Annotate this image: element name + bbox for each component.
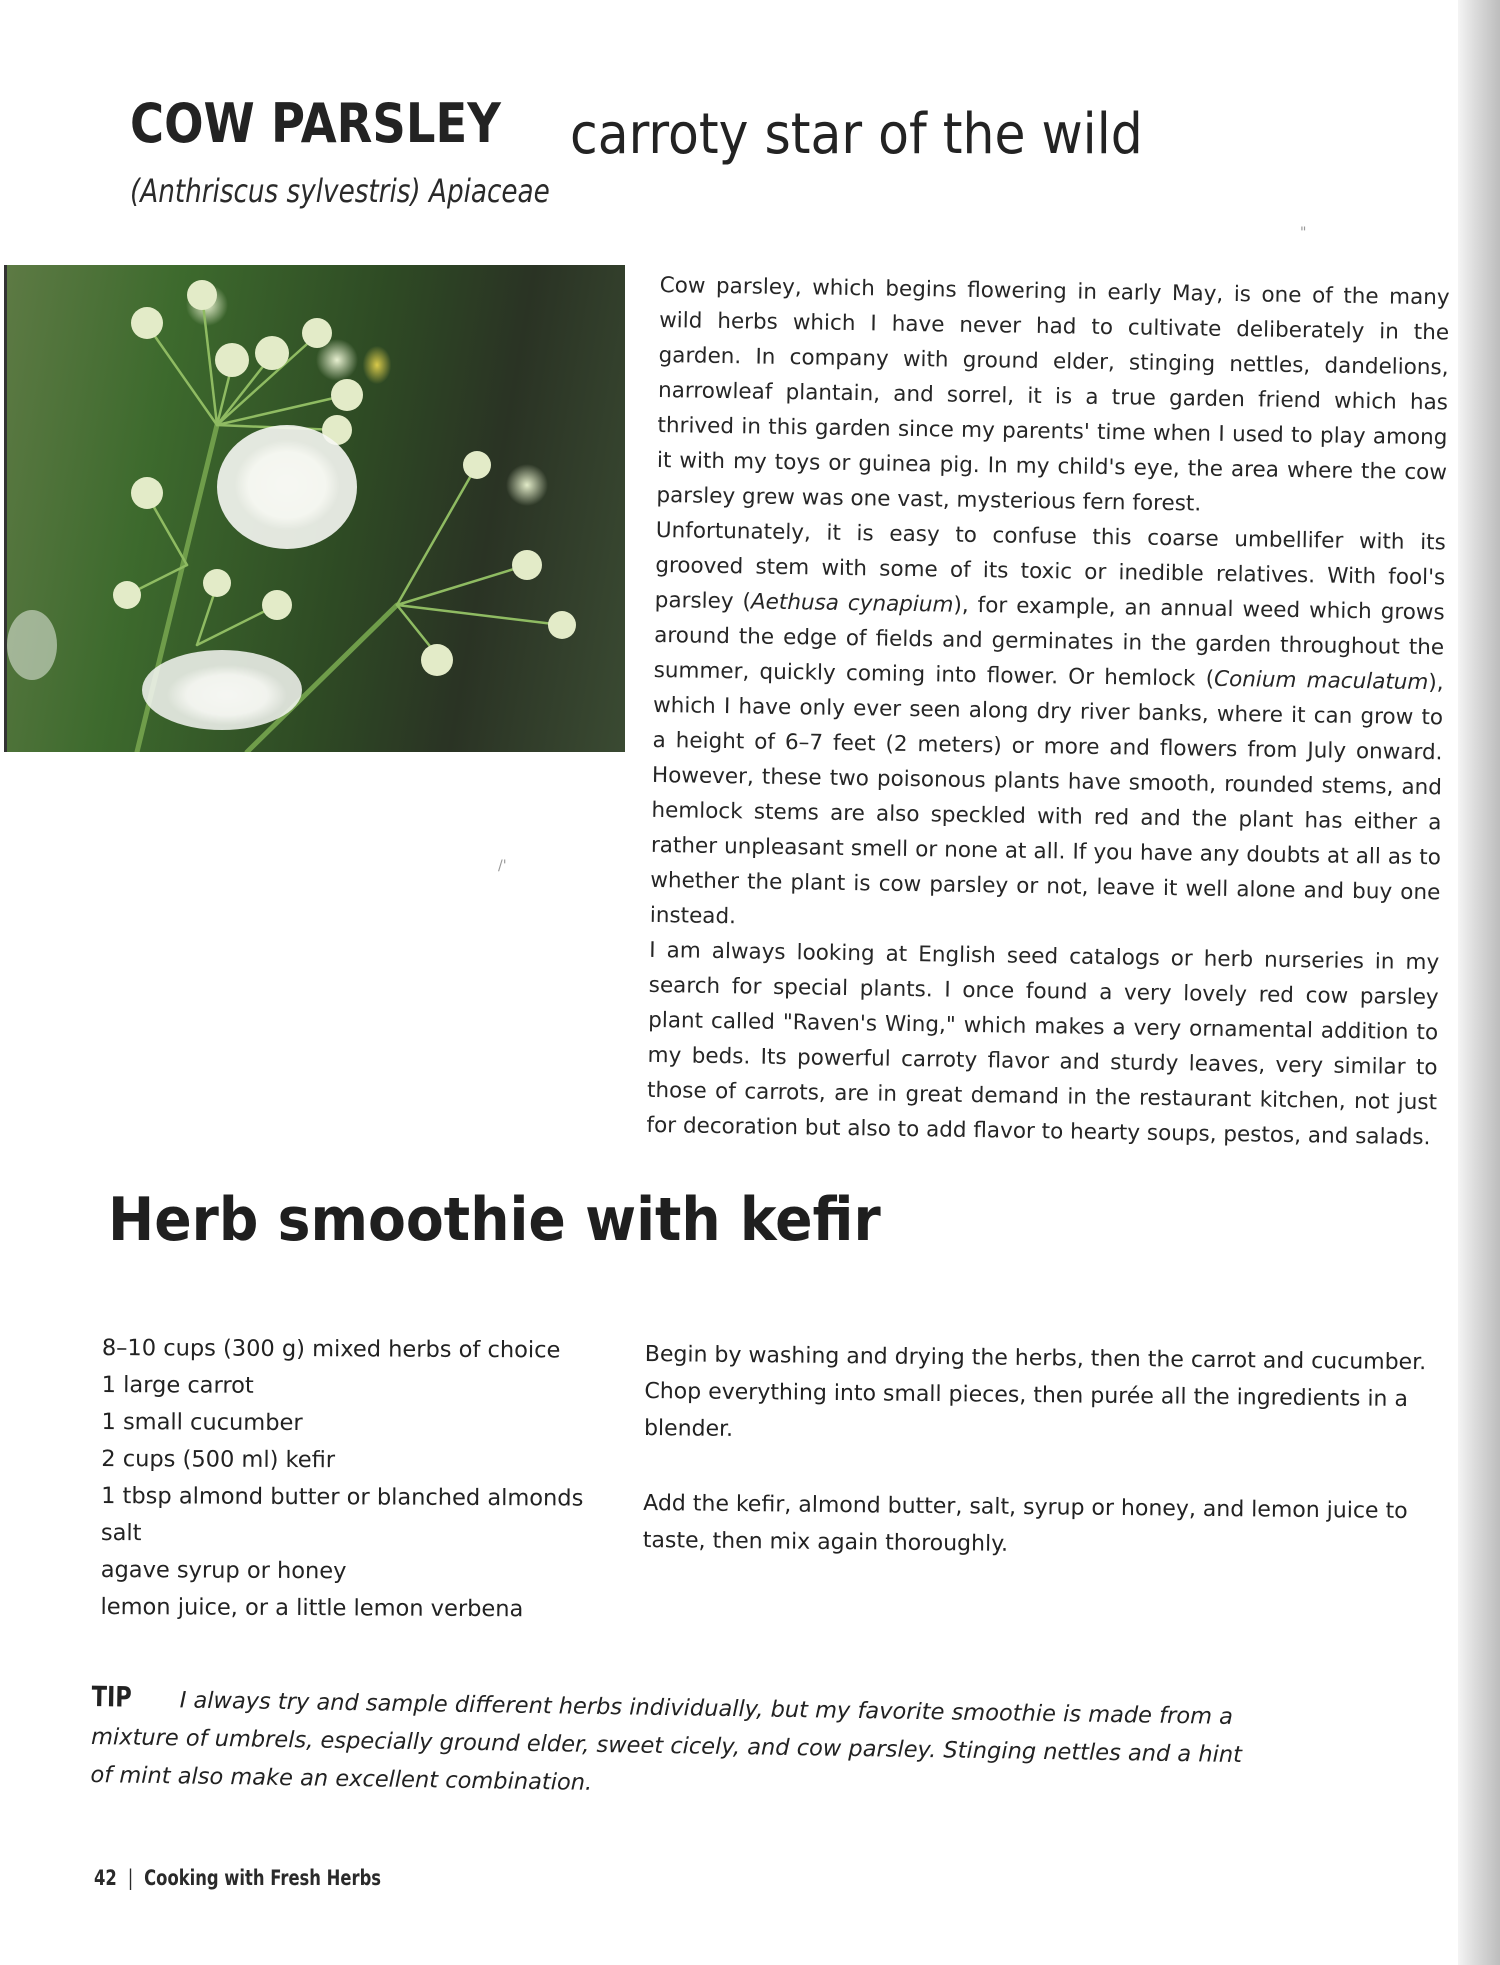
page-heading [130, 92, 1143, 167]
article-paragraph [656, 268, 1450, 525]
article-paragraph [650, 513, 1446, 945]
ingredient-item: 1 small cucumber [101, 1408, 303, 1437]
paragraph-text: Cow parsley, which begins flowering in early May, is one of the many wild herbs which I have never had to cultivate deliberately in the garden. In company with ground elder, stinging nettles, dandelions, narrowleaf plantain, and sorrel, it is a true garden friend which has thrived in this garden since my parents' time when I used to play among it with my toys or guinea pig. In my child's eye, the area where the cow parsley grew was one vast, mysterious fern forest. [656, 272, 1450, 517]
page-edge-shadow [1458, 0, 1500, 1965]
page-footer [94, 1866, 381, 1890]
paragraph-text: ), which I have only ever seen along dry river banks, where it can grow to a height of 6–7 feet (2 meters) or more and flowers from July onward. However, these two poisonous plants have smooth, rounded stems, and hemlock stems are also speckled with red and the plant has either a rather unpleasant smell or none at all. If you have any doubts at all as to whether the plant is cow parsley or not, leave it well alone and buy one instead. [649, 670, 1444, 930]
recipe-title: Herb smoothie with kefir [108, 1185, 881, 1255]
latin-term: Aethusa cynapium [750, 589, 954, 618]
flower-illustration-icon [7, 265, 625, 752]
paragraph-text: ), for example, an annual weed which grows around the edge of fields and germinates in the garden throughout the summer, quickly coming into flower. Or hemlock ( [653, 592, 1445, 692]
method-step: Add the kefir, almond butter, salt, syrup or honey, and lemon juice to taste, then mix again thoroughly. [642, 1490, 1408, 1557]
paragraph-text: I am always looking at English seed catalogs or herb nurseries in my search for special plants. I once found a very lovely red cow parsley plant called "Raven's Wing," which makes a very ornamental addition to my beds. Its powerful carroty flavor and sturdy leaves, very similar to those of carrots, are in great demand in the restaurant kitchen, not just for decoration but also to add flavor to hearty soups, pestos, and salads. [646, 937, 1440, 1151]
footer-separator: | [127, 1866, 134, 1890]
article-body [646, 268, 1450, 1155]
article-paragraph [646, 933, 1439, 1155]
ingredient-item: 8–10 cups (300 g) mixed herbs of choice [101, 1334, 561, 1364]
ingredient-item: lemon juice, or a little lemon verbena [100, 1593, 524, 1623]
cow-parsley-photo [4, 265, 625, 752]
ingredient-list [100, 1330, 622, 1629]
book-title: Cooking with Fresh Herbs [144, 1866, 382, 1890]
ingredient-item: 1 large carrot [101, 1371, 254, 1399]
ingredient-item: 2 cups (500 ml) kefir [101, 1445, 336, 1474]
recipe-method [642, 1336, 1445, 1605]
scan-speck: " [1300, 225, 1307, 241]
tip-box [90, 1678, 1252, 1812]
scan-speck: /' [498, 858, 507, 874]
latin-name: (Anthriscus sylvestris) Apiaceae [130, 172, 550, 210]
heading-plant-name: COW PARSLEY [130, 92, 501, 155]
method-step: Begin by washing and drying the herbs, then the carrot and cucumber. Chop everything into small pieces, then purée all the ingredients in a blender. [643, 1341, 1427, 1442]
tip-label: TIP [91, 1679, 133, 1714]
ingredient-item: salt [100, 1519, 142, 1547]
page-number: 42 [94, 1866, 117, 1890]
latin-term: Conium maculatum [1213, 666, 1429, 696]
ingredient-item: 1 tbsp almond butter or blanched almonds [101, 1482, 584, 1512]
ingredient-item: agave syrup or honey [100, 1556, 347, 1585]
paragraph-text: Unfortunately, it is easy to confuse this coarse umbellifer with its grooved stem with some of its toxic or inedible relatives. With fool's parsley ( [654, 517, 1446, 615]
heading-tagline: carroty star of the wild [570, 102, 1143, 167]
tip-text: I always try and sample different herbs individually, but my favorite smoothie is made from a mixture of umbrels, especially ground elder, sweet cicely, and cow parsley. Stinging nettles and a hint of mint also make an excellent combination. [90, 1687, 1243, 1796]
